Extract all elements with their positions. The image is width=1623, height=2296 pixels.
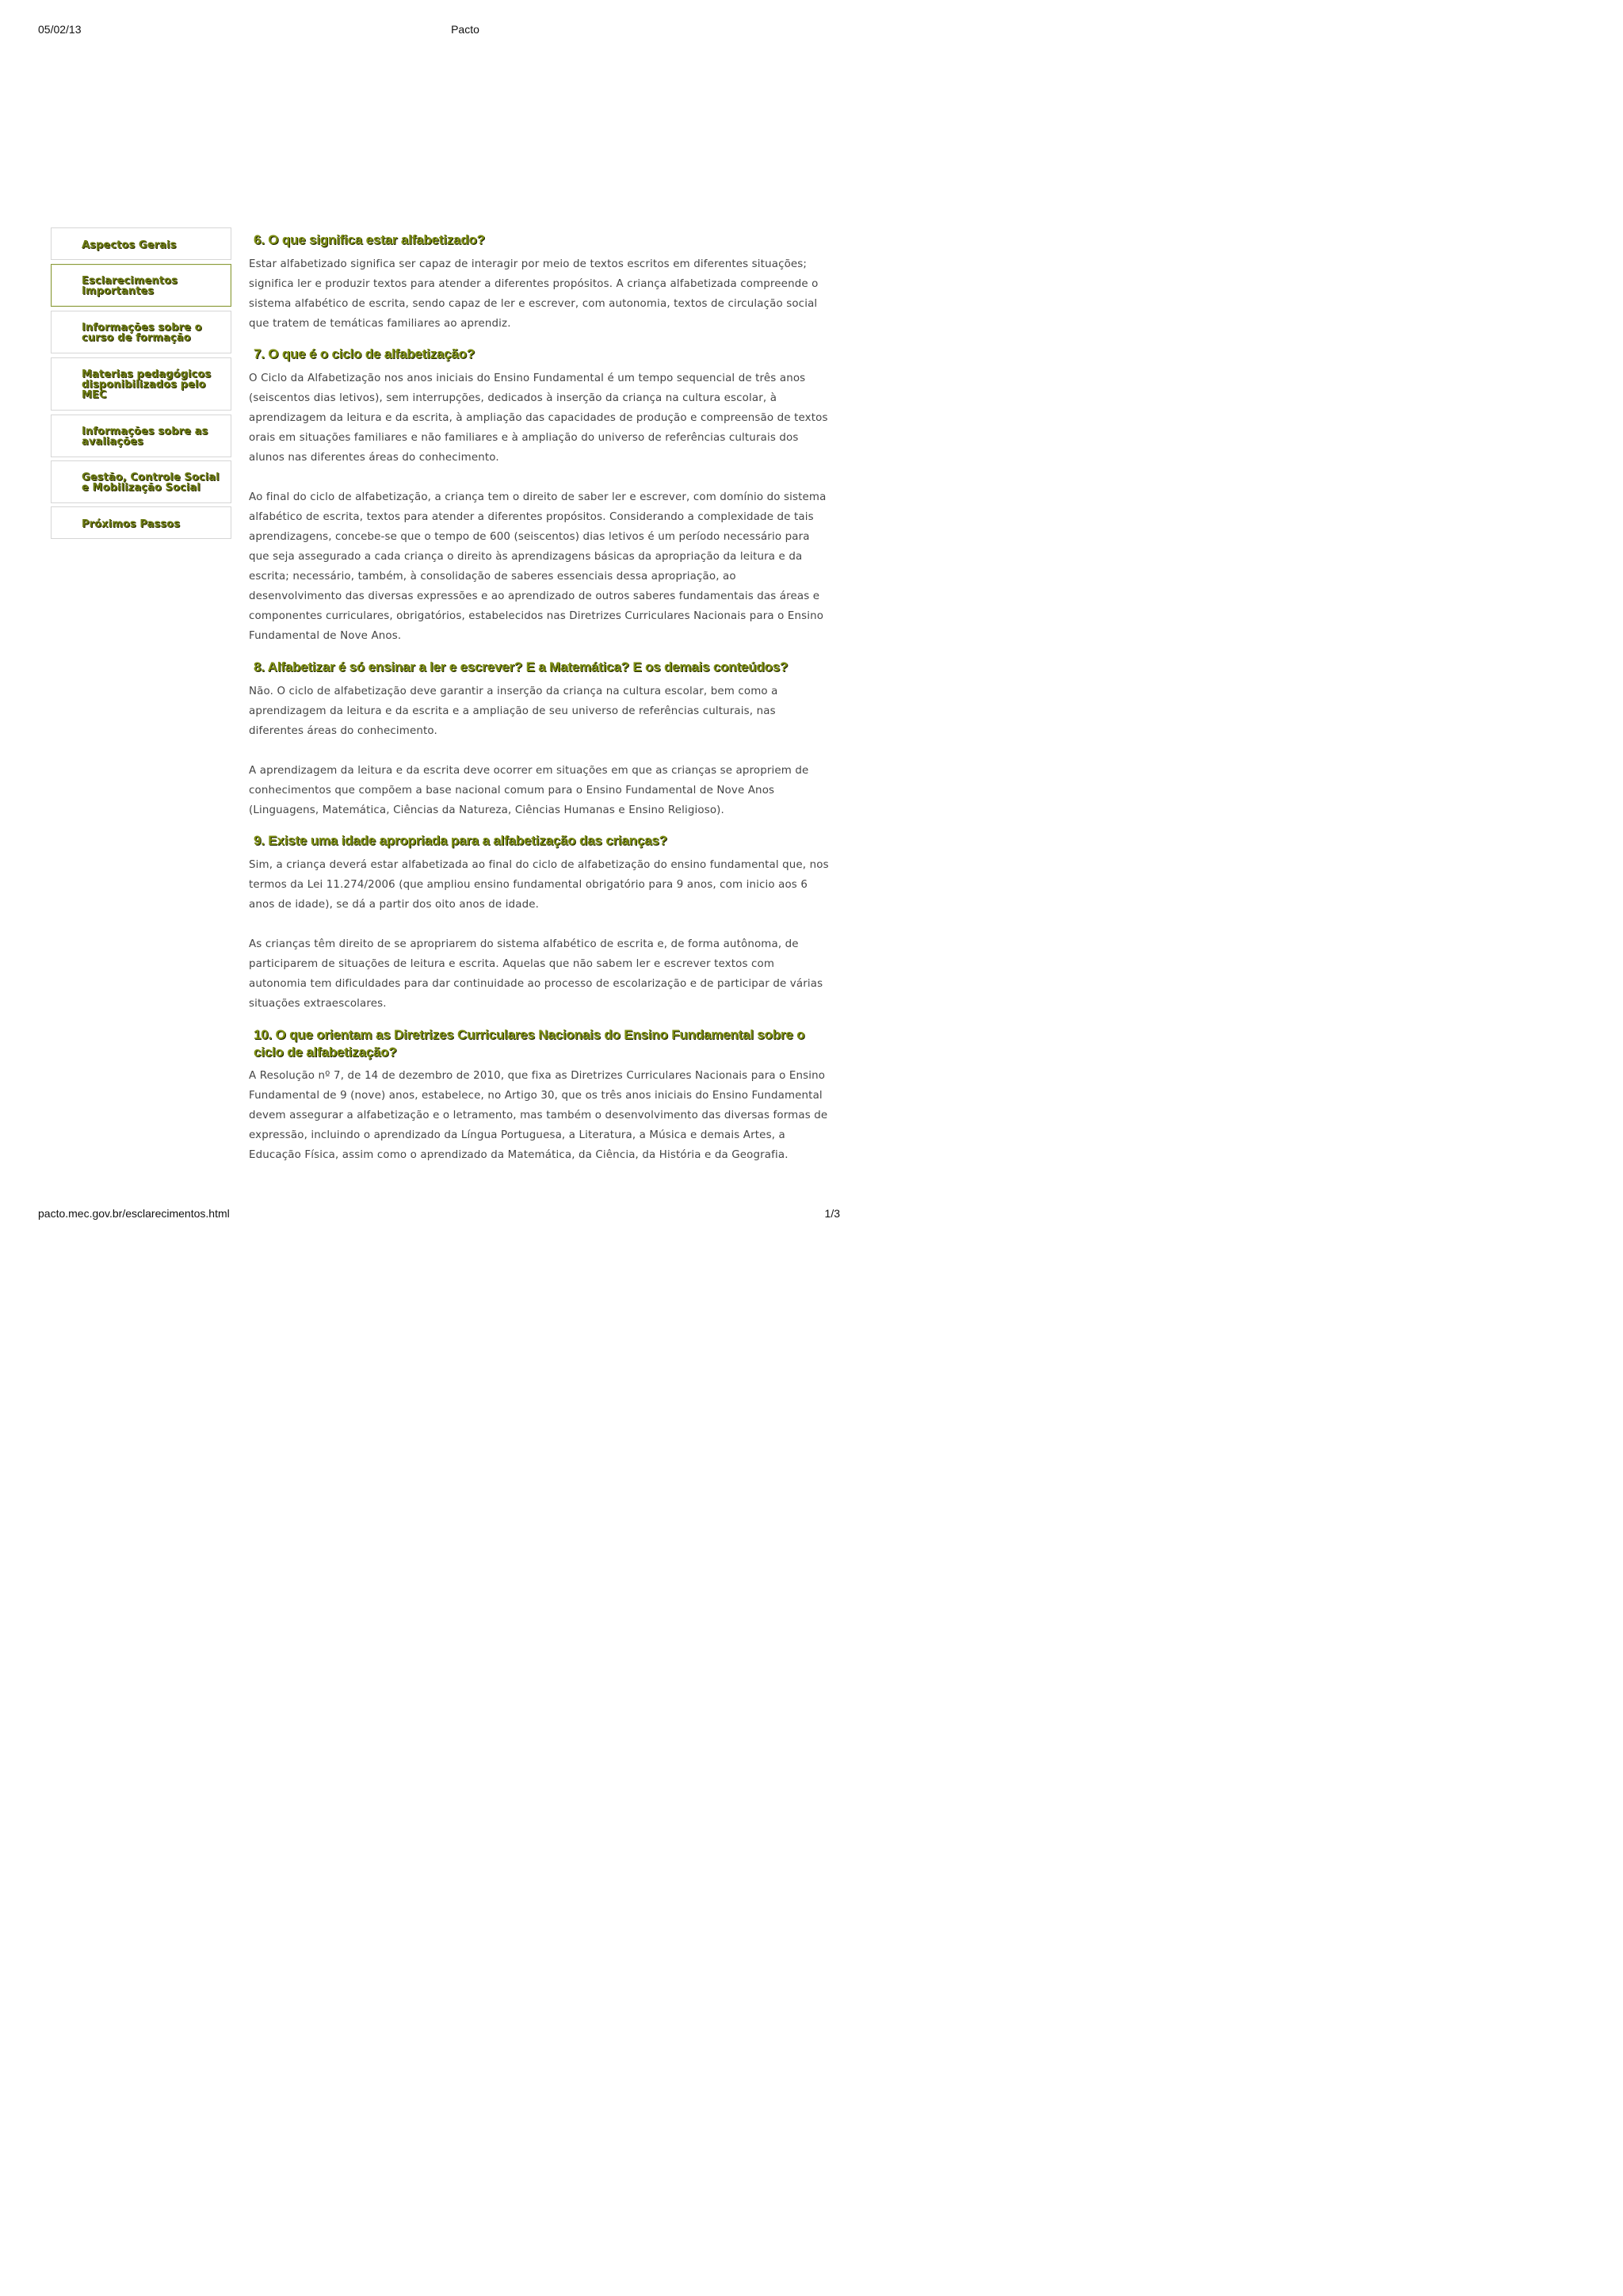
answer-paragraph: Não. O ciclo de alfabetização deve garantir a inserção da criança na cultura escolar, bem como a aprendizagem da leitura e da escrita e a ampliação de seu universo de referências culturais, nas diferentes áreas do conhecimento. xyxy=(249,686,778,737)
answer-paragraph: A Resolução nº 7, de 14 de dezembro de 2010, que fixa as Diretrizes Curriculares Nacionais para o Ensino Fundamental de 9 (nove) anos, estabelece, no Artigo 30, que os três anos iniciais do Ensino Fundamental devem assegurar a alfabetização e o letramento, mas também o desenvolvimento das diversas formas de expressão, incluindo o aprendizado da Língua Portuguesa, a Literatura, a Música e demais Artes, a Educação Física, assim como o aprendizado da Matemática, da Ciência, da História e da Geografia. xyxy=(249,1070,828,1161)
sidebar-item-gestao-controle-social[interactable] xyxy=(51,460,231,503)
question-title-10: 10. O que orientam as Diretrizes Curriculares Nacionais do Ensino Fundamental sobre o ciclo de alfabetização? xyxy=(254,1027,805,1060)
print-page-title: Pacto xyxy=(451,23,479,36)
sidebar-item-label[interactable]: Materias pedagógicos disponibilizados pelo MEC xyxy=(82,369,212,401)
sidebar-item-label[interactable]: Aspectos Gerais xyxy=(82,239,177,251)
sidebar-item-label[interactable]: Informações sobre o curso de formação xyxy=(82,322,202,344)
answer-paragraph: Estar alfabetizado significa ser capaz de interagir por meio de textos escritos em diferentes situações; significa ler e produzir textos para atender a diferentes propósitos. A criança alfabetizada compreende o sistema alfabético de escrita, sendo capaz de ler e escrever, com autonomia, textos de circulação social que tratem de temáticas familiares ao aprendiz. xyxy=(249,258,819,330)
sidebar-item-label[interactable]: Esclarecimentos Importantes xyxy=(82,275,178,297)
sidebar-item-aspectos-gerais[interactable] xyxy=(51,227,231,260)
print-date: 05/02/13 xyxy=(38,23,82,36)
sidebar-item-label[interactable]: Informações sobre as avaliações xyxy=(82,426,208,448)
question-title-9: 9. Existe uma idade apropriada para a alfabetização das crianças? xyxy=(254,833,667,848)
sidebar-item-label[interactable]: Gestão, Controle Social e Mobilização Social xyxy=(82,472,220,494)
question-title-6: 6. O que significa estar alfabetizado? xyxy=(254,232,485,247)
question-title-8: 8. Alfabetizar é só ensinar a ler e escrever? E a Matemática? E os demais conteúdos? xyxy=(254,659,789,674)
answer-paragraph: Ao final do ciclo de alfabetização, a criança tem o direito de saber ler e escrever, com domínio do sistema alfabético de escrita, textos para atender a diferentes propósitos. Considerando a complexidade de tais aprendizagens, concebe-se que o tempo de 600 (seiscentos) dias letivos é um período necessário para que seja assegurado a cada criança o direito às aprendizagens básicas da apropriação da leitura e da escrita; necessário, também, à consolidação de saberes essenciais dessa apropriação, ao desenvolvimento das diversas expressões e ao aprendizado de outros saberes fundamentais das áreas e componentes curriculares, obrigatórios, estabelecidos nas Diretrizes Curriculares Nacionais para o Ensino Fundamental de Nove Anos. xyxy=(249,491,827,642)
answer-paragraph: O Ciclo da Alfabetização nos anos iniciais do Ensino Fundamental é um tempo sequencial de três anos (seiscentos dias letivos), sem interrupções, dedicados à inserção da criança na cultura escolar, à aprendizagem da leitura e da escrita, à ampliação das capacidades de produção e compreensão de textos orais em situações familiares e não familiares e à ampliação do universo de referências culturais dos alunos nas diferentes áreas do conhecimento. xyxy=(249,372,828,464)
page-number: 1/3 xyxy=(824,1207,840,1220)
sidebar-item-materiais-pedagogicos[interactable] xyxy=(51,357,231,411)
print-header xyxy=(0,23,872,39)
sidebar-item-proximos-passos[interactable] xyxy=(51,506,231,539)
sidebar-item-label[interactable]: Próximos Passos xyxy=(82,518,181,530)
page-url: pacto.mec.gov.br/esclarecimentos.html xyxy=(38,1207,230,1220)
question-title-7: 7. O que é o ciclo de alfabetização? xyxy=(254,346,475,361)
print-footer xyxy=(0,1207,872,1223)
answer-paragraph: Sim, a criança deverá estar alfabetizada ao final do ciclo de alfabetização do ensino fundamental que, nos termos da Lei 11.274/2006 (que ampliou ensino fundamental obrigatório para 9 anos, com inicio aos 6 anos de idade), se dá a partir dos oito anos de idade. xyxy=(249,859,829,911)
answer-paragraph: A aprendizagem da leitura e da escrita deve ocorrer em situações em que as crianças se apropriem de conhecimentos que compõem a base nacional comum para o Ensino Fundamental de Nove Anos (Linguagens, Matemática, Ciências da Natureza, Ciências Humanas e Ensino Religioso). xyxy=(249,765,809,816)
answer-paragraph: As crianças têm direito de se apropriarem do sistema alfabético de escrita e, de forma autônoma, de participarem de situações de leitura e escrita. Aquelas que não sabem ler e escrever textos com autonomia tem dificuldades para dar continuidade ao processo de escolarização e de participar de várias situações extraescolares. xyxy=(249,938,823,1010)
sidebar-item-esclarecimentos-importantes[interactable] xyxy=(51,264,231,307)
sidebar-item-curso-formacao[interactable] xyxy=(51,311,231,353)
sidebar-item-avaliacoes[interactable] xyxy=(51,415,231,457)
